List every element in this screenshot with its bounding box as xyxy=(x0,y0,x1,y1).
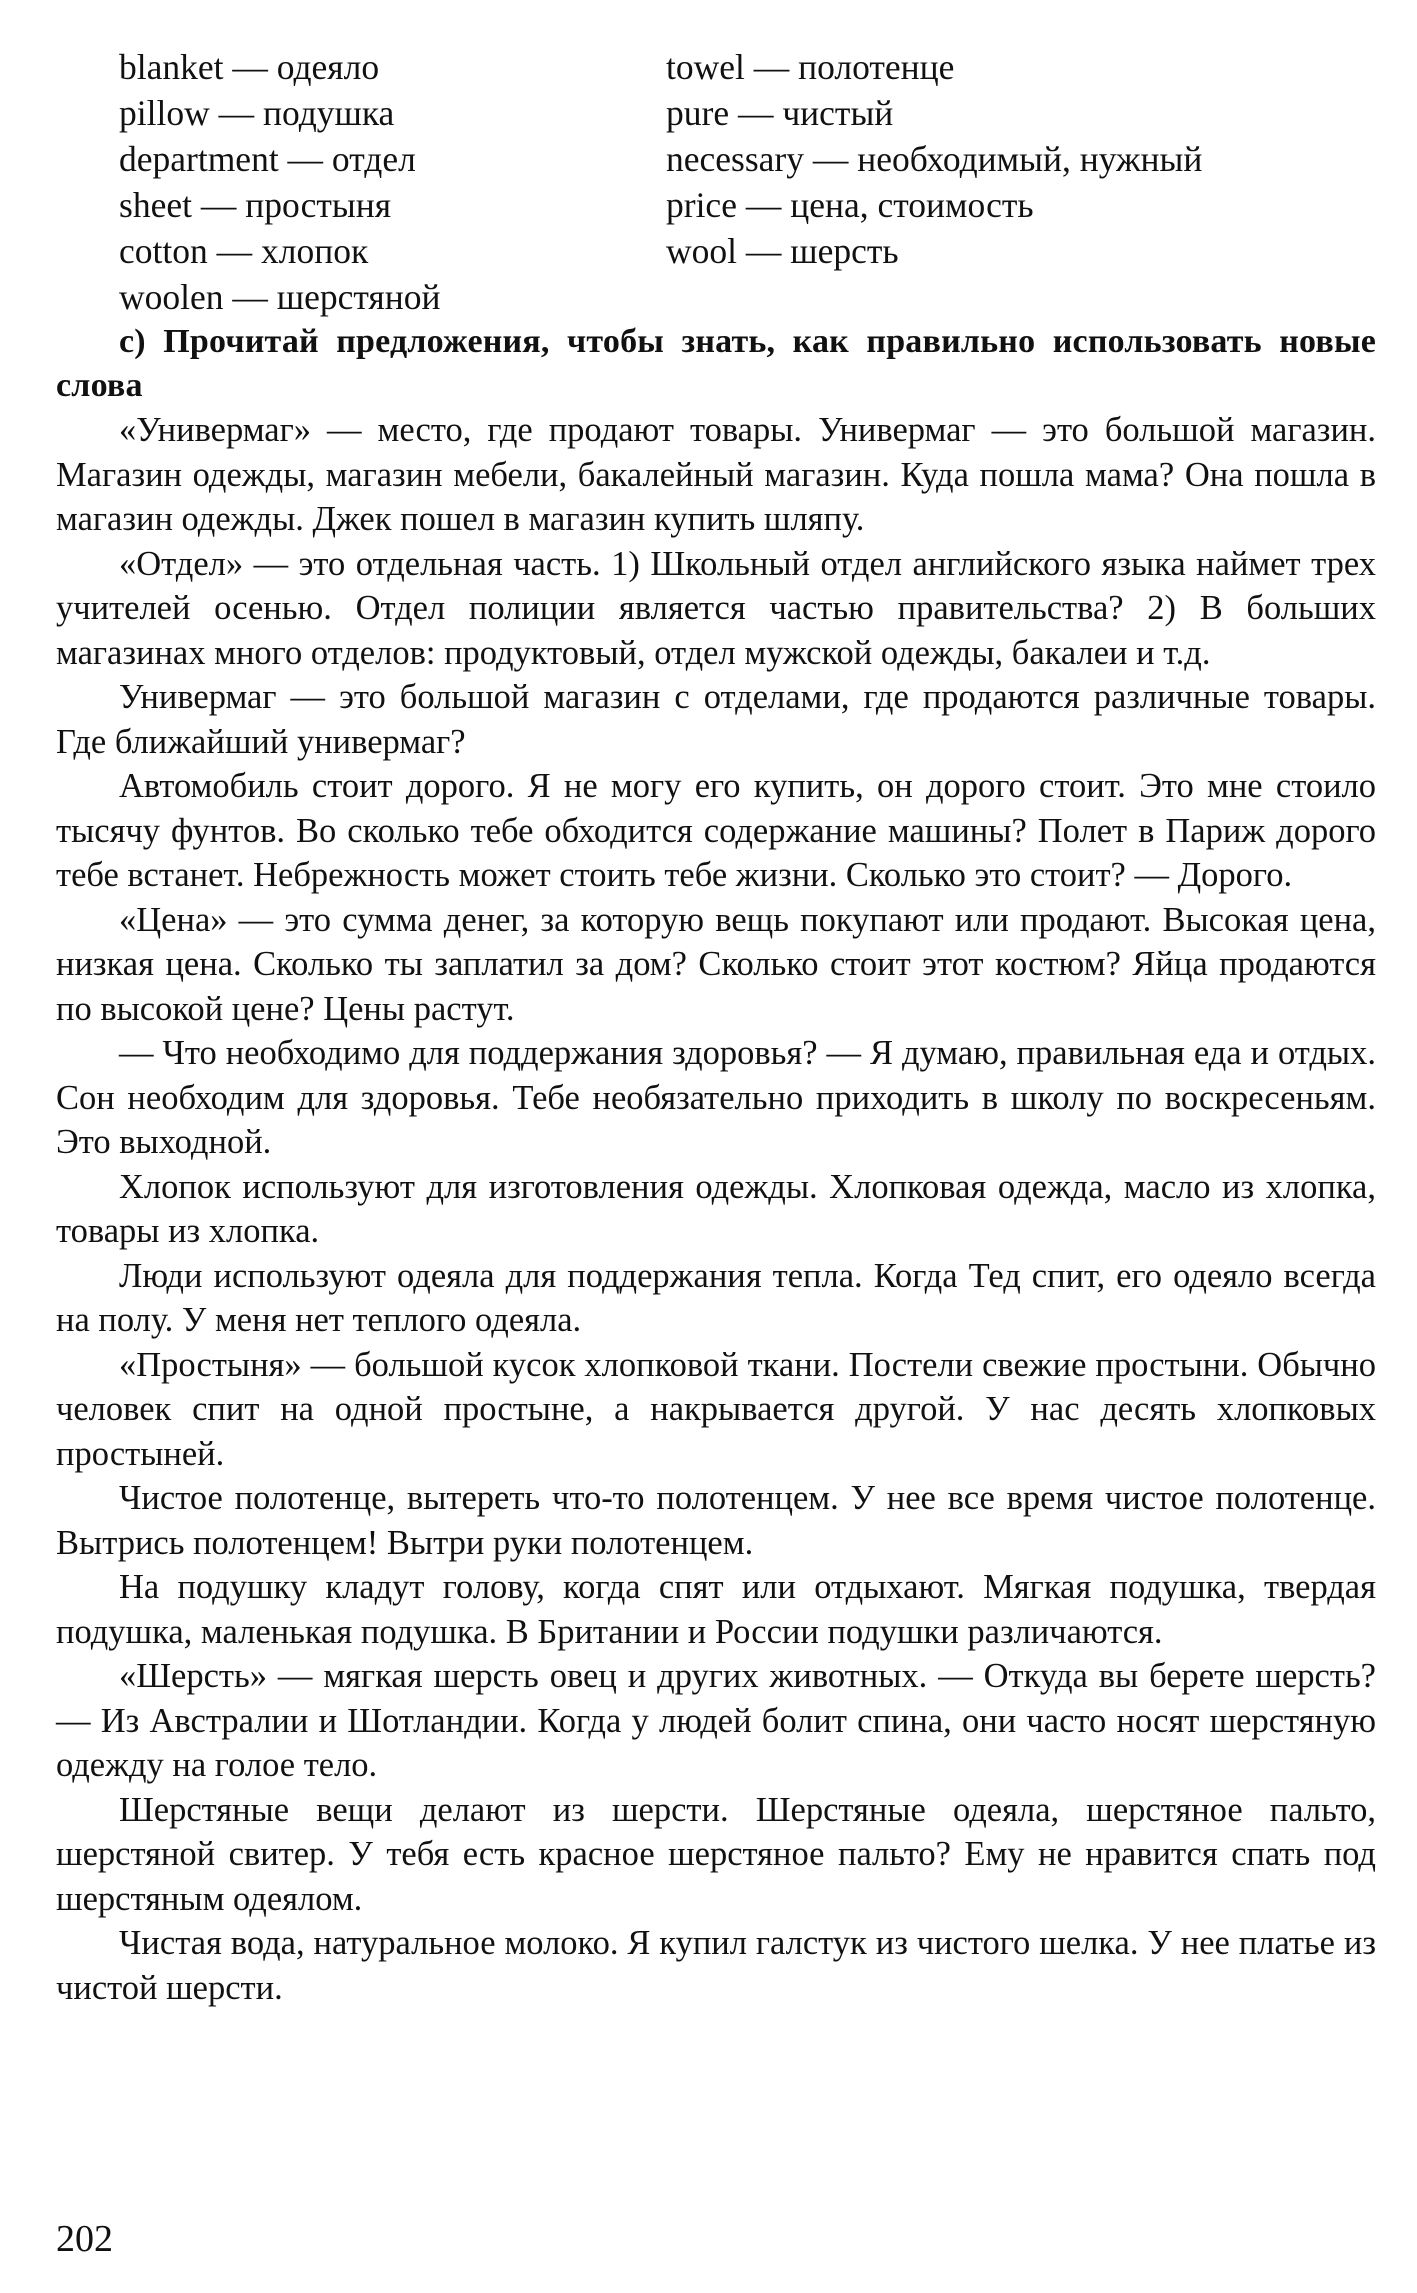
vocabulary-list xyxy=(56,44,1376,320)
paragraph: — Что необходимо для поддержания здоровья? — Я думаю, правильная еда и отдых. Сон необходим для здоровья. Тебе необязательно приходить в школу по воскресеньям. Это выходной. xyxy=(56,1034,1376,1161)
vocabulary-item: blanket — одеяло xyxy=(119,47,380,87)
vocabulary-column-left xyxy=(56,44,666,320)
vocabulary-item: department — отдел xyxy=(119,139,416,179)
page-number: 202 xyxy=(56,2218,113,2260)
vocabulary-item: cotton — хлопок xyxy=(119,231,369,271)
paragraph: На подушку кладут голову, когда спят или отдыхают. Мягкая подушка, твердая подушка, маленькая подушка. В Британии и России подушки различаются. xyxy=(56,1568,1376,1651)
vocabulary-item: sheet — простыня xyxy=(119,185,392,225)
paragraph: Хлопок используют для изготовления одежды. Хлопковая одежда, масло из хлопка, товары из хлопка. xyxy=(56,1167,1376,1250)
paragraph: «Простыня» — большой кусок хлопковой ткани. Постели свежие простыни. Обычно человек спит на одной простыне, а накрывается другой. У нас десять хлопковых простыней. xyxy=(56,1345,1376,1473)
paragraph: «Отдел» — это отдельная часть. 1) Школьный отдел английского языка наймет трех учителей осенью. Отдел полиции является частью правительства? 2) В больших магазинах много отделов: продуктовый, отдел мужской одежды, бакалеи и т.д. xyxy=(56,544,1376,672)
text-body xyxy=(56,408,1376,2010)
paragraph: «Универмаг» — место, где продают товары. Универмаг — это большой магазин. Магазин одежды, магазин мебели, бакалейный магазин. Куда пошла мама? Она пошла в магазин одежды. Джек пошел в магазин купить шляпу. xyxy=(56,411,1376,538)
vocabulary-item: pure — чистый xyxy=(666,93,894,133)
vocabulary-item: pillow — подушка xyxy=(119,93,395,133)
paragraph: Чистое полотенце, вытереть что-то полотенцем. У нее все время чистое полотенце. Вытрись полотенцем! Вытри руки полотенцем. xyxy=(56,1479,1376,1562)
vocabulary-item: necessary — необходимый, нужный xyxy=(666,139,1203,179)
section-heading: c) Прочитай предложения, чтобы знать, как правильно использовать новые слова xyxy=(56,323,1376,404)
paragraph: Универмаг — это большой магазин с отделами, где продаются различные товары. Где ближайший универмаг? xyxy=(56,678,1376,761)
book-page xyxy=(56,44,1376,2010)
vocabulary-item: woolen — шерстяной xyxy=(119,277,441,317)
paragraph: Чистая вода, натуральное молоко. Я купил галстук из чистого шелка. У нее платье из чистой шерсти. xyxy=(56,1924,1376,2007)
paragraph: «Шерсть» — мягкая шерсть овец и других животных. — Откуда вы берете шерсть? — Из Австралии и Шотландии. Когда у людей болит спина, они часто носят шерстяную одежду на голое тело. xyxy=(56,1657,1376,1784)
vocabulary-item: price — цена, стоимость xyxy=(666,185,1034,225)
vocabulary-item: wool — шерсть xyxy=(666,231,899,271)
paragraph: «Цена» — это сумма денег, за которую вещь покупают или продают. Высокая цена, низкая цена. Сколько ты заплатил за дом? Сколько стоит этот костюм? Яйца продаются по высокой цене? Цены растут. xyxy=(56,900,1376,1028)
vocabulary-column-right xyxy=(666,44,1366,320)
paragraph: Автомобиль стоит дорого. Я не могу его купить, он дорого стоит. Это мне стоило тысячу фунтов. Во сколько тебе обходится содержание машины? Полет в Париж дорого тебе встанет. Небрежность может стоить тебе жизни. Сколько это стоит? — Дорого. xyxy=(56,767,1376,894)
paragraph: Шерстяные вещи делают из шерсти. Шерстяные одеяла, шерстяное пальто, шерстяной свитер. У тебя есть красное шерстяное пальто? Ему не нравится спать под шерстяным одеялом. xyxy=(56,1790,1376,1918)
vocabulary-item: towel — полотенце xyxy=(666,47,955,87)
paragraph: Люди используют одеяла для поддержания тепла. Когда Тед спит, его одеяло всегда на полу. У меня нет теплого одеяла. xyxy=(56,1256,1376,1339)
